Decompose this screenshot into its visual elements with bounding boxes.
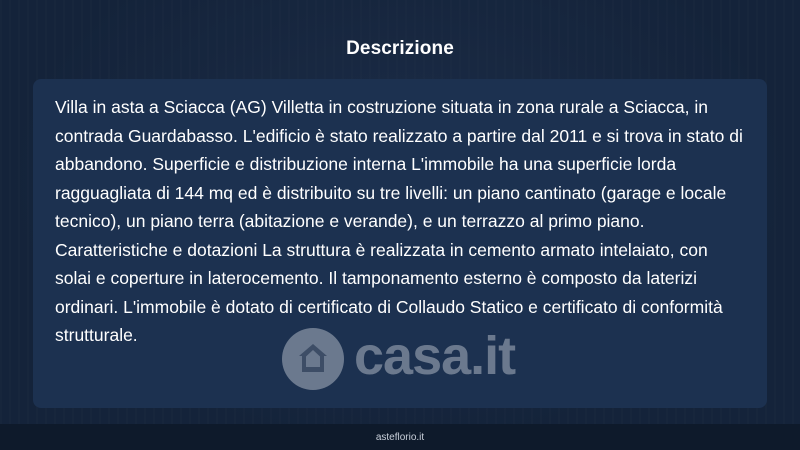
page-title: Descrizione — [346, 38, 454, 59]
description-card — [33, 79, 767, 408]
footer-site-link[interactable]: asteflorio.it — [375, 432, 425, 443]
description-text: Villa in asta a Sciacca (AG) Villetta in costruzione situata in zona rurale a Sciacca, in contrada Guardabasso. L'edificio è stato realizzato a partire dal 2011 e si trova in stato di abbandono. Superficie e distribuzione interna L'immobile ha una superficie lorda ragguagliata di 144 mq ed è distribuito su tre livelli: un piano cantinato (garage e locale tecnico), un piano terra (abitazione e verande), e un terrazzo al primo piano. Caratteristiche e dotazioni La struttura è realizzata in cemento armato intelaiato, con solai e coperture in laterocemento. Il tamponamento esterno è composto da laterizi ordinari. L'immobile è dotato di certificato di Collaudo Statico e certificato di conformità strutturale. — [55, 97, 743, 345]
watermark-text: casa.it — [354, 326, 516, 386]
